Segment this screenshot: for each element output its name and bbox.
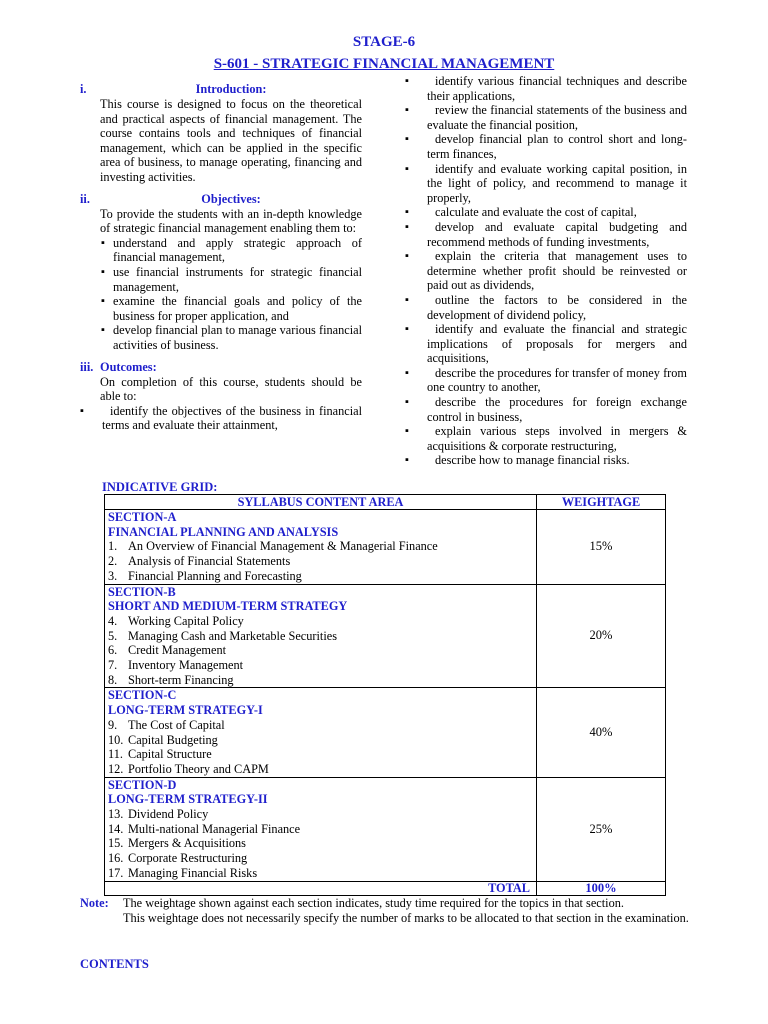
outcome-item: ▪ develop and evaluate capital budgeting and recommend methods of funding investments, bbox=[405, 220, 687, 249]
section-title: SHORT AND MEDIUM-TERM STRATEGY bbox=[108, 599, 348, 614]
introduction-text: This course is designed to focus on the theoretical and practical aspects of financial management. The course contains tools and techniques of financial management, which can be applied in the specific area of business, to manage operating, financing and investing activities. bbox=[100, 97, 362, 184]
topic-line: 6. Credit Management bbox=[108, 643, 227, 658]
objectives-title: Objectives: bbox=[201, 191, 261, 206]
grid-section-row bbox=[105, 777, 666, 881]
outcome-item: ▪ describe how to manage financial risks. bbox=[405, 453, 687, 468]
indicative-grid-label: INDICATIVE GRID: bbox=[102, 480, 218, 494]
section-title: LONG-TERM STRATEGY-II bbox=[108, 792, 268, 807]
outcome-item: ▪ identify and evaluate the financial and strategic implications of proposals for mergers and acquisitions, bbox=[405, 322, 687, 366]
section-label: SECTION-D bbox=[108, 777, 177, 792]
grid-total-row bbox=[105, 881, 666, 895]
topic-line: 4. Working Capital Policy bbox=[108, 613, 244, 628]
topic-line: 1. An Overview of Financial Management & Managerial Finance bbox=[108, 539, 438, 554]
topic-line: 12. Portfolio Theory and CAPM bbox=[108, 761, 269, 776]
section-b-weightage: 20% bbox=[537, 584, 666, 688]
topic-line: 5. Managing Cash and Marketable Securities bbox=[108, 628, 337, 643]
section-label: SECTION-B bbox=[108, 584, 176, 599]
outcome-item: ▪ explain the criteria that management uses to determine whether profit should be reinvested or paid out as dividends, bbox=[405, 249, 687, 293]
topic-line: 8. Short-term Financing bbox=[108, 672, 234, 687]
grid-header-weightage: WEIGHTAGE bbox=[537, 495, 666, 510]
objective-item: ▪ examine the financial goals and policy of the business for proper application, and bbox=[100, 294, 362, 323]
outcome-item: ▪ describe the procedures for foreign exchange control in business, bbox=[405, 395, 687, 424]
section-d-weightage: 25% bbox=[537, 777, 666, 881]
topic-line: 2. Analysis of Financial Statements bbox=[108, 554, 291, 569]
grid-header-row bbox=[105, 495, 666, 510]
objective-item: ▪ develop financial plan to manage various financial activities of business. bbox=[100, 323, 362, 352]
outcomes-number: iii. bbox=[80, 359, 94, 374]
topic-line: 7. Inventory Management bbox=[108, 658, 244, 673]
grid-section-row bbox=[105, 584, 666, 688]
course-title: S-601 - STRATEGIC FINANCIAL MANAGEMENT bbox=[213, 56, 555, 72]
outcome-item: ▪ calculate and evaluate the cost of capital, bbox=[405, 205, 687, 220]
section-title: FINANCIAL PLANNING AND ANALYSIS bbox=[108, 524, 339, 539]
grid-section-row bbox=[105, 510, 666, 585]
outcome-item: ▪ outline the factors to be considered in the development of dividend policy, bbox=[405, 293, 687, 322]
section-c-cell bbox=[105, 688, 537, 777]
section-title: LONG-TERM STRATEGY-I bbox=[108, 703, 263, 718]
outcome-item: ▪ identify the objectives of the business in financial terms and evaluate their attainment, bbox=[80, 404, 362, 433]
section-label: SECTION-A bbox=[108, 510, 177, 524]
topic-line: 10. Capital Budgeting bbox=[108, 732, 218, 747]
outcomes-heading bbox=[80, 360, 362, 375]
section-d-cell bbox=[105, 777, 537, 881]
outcome-item: ▪ develop financial plan to control short and long-term finances, bbox=[405, 132, 687, 161]
total-label: TOTAL bbox=[105, 881, 537, 895]
outcomes-lead: On completion of this course, students should be able to: bbox=[100, 374, 362, 404]
note-label: Note: bbox=[80, 896, 109, 910]
section-a-cell bbox=[105, 510, 537, 585]
objective-item: ▪ understand and apply strategic approach of financial management, bbox=[100, 236, 362, 265]
introduction-title: Introduction: bbox=[195, 82, 267, 96]
outcome-item: ▪ explain various steps involved in mergers & acquisitions & corporate restructuring, bbox=[405, 424, 687, 453]
introduction-number: i. bbox=[80, 82, 87, 96]
grid-header-content-area: SYLLABUS CONTENT AREA bbox=[105, 495, 537, 510]
outcome-item: ▪ identify various financial techniques and describe their applications, bbox=[405, 74, 687, 103]
grid-section-row bbox=[105, 688, 666, 777]
topic-line: 3. Financial Planning and Forecasting bbox=[108, 568, 302, 583]
note-line-1: The weightage shown against each section indicates, study time required for the topics in that section. bbox=[123, 896, 624, 910]
right-column bbox=[405, 74, 687, 468]
outcome-item: ▪ describe the procedures for transfer of money from one country to another, bbox=[405, 366, 687, 395]
topic-line: 14. Multi-national Managerial Finance bbox=[108, 821, 301, 836]
note-block bbox=[80, 896, 690, 925]
topic-line: 13. Dividend Policy bbox=[108, 807, 209, 822]
stage-heading: STAGE-6 bbox=[352, 34, 416, 50]
objective-item: ▪ use financial instruments for strategic financial management, bbox=[100, 265, 362, 294]
section-a-weightage: 15% bbox=[537, 510, 666, 585]
outcome-item: ▪ identify and evaluate working capital position, in the light of policy, and recommend to manage it properly, bbox=[405, 162, 687, 206]
section-c-weightage: 40% bbox=[537, 688, 666, 777]
contents-heading: CONTENTS bbox=[80, 957, 149, 971]
note-line-2: This weightage does not necessarily specify the number of marks to be allocated to that section in the examination. bbox=[123, 910, 689, 925]
topic-line: 9. The Cost of Capital bbox=[108, 717, 225, 732]
introduction-heading bbox=[80, 82, 362, 97]
section-b-cell bbox=[105, 584, 537, 688]
objectives-lead: To provide the students with an in-depth knowledge of strategic financial management enabling them to: bbox=[100, 206, 362, 236]
total-value: 100% bbox=[537, 881, 666, 895]
objectives-heading bbox=[80, 192, 362, 207]
indicative-grid-table bbox=[104, 494, 666, 896]
outcome-item: ▪ review the financial statements of the business and evaluate the financial position, bbox=[405, 103, 687, 132]
section-label: SECTION-C bbox=[108, 688, 177, 703]
topic-line: 17. Managing Financial Risks bbox=[108, 865, 258, 880]
topic-line: 15. Mergers & Acquisitions bbox=[108, 836, 246, 851]
left-column bbox=[80, 82, 362, 433]
topic-line: 11. Capital Structure bbox=[108, 747, 212, 762]
topic-line: 16. Corporate Restructuring bbox=[108, 851, 248, 866]
objectives-number: ii. bbox=[80, 191, 90, 206]
outcomes-title: Outcomes: bbox=[100, 359, 157, 374]
